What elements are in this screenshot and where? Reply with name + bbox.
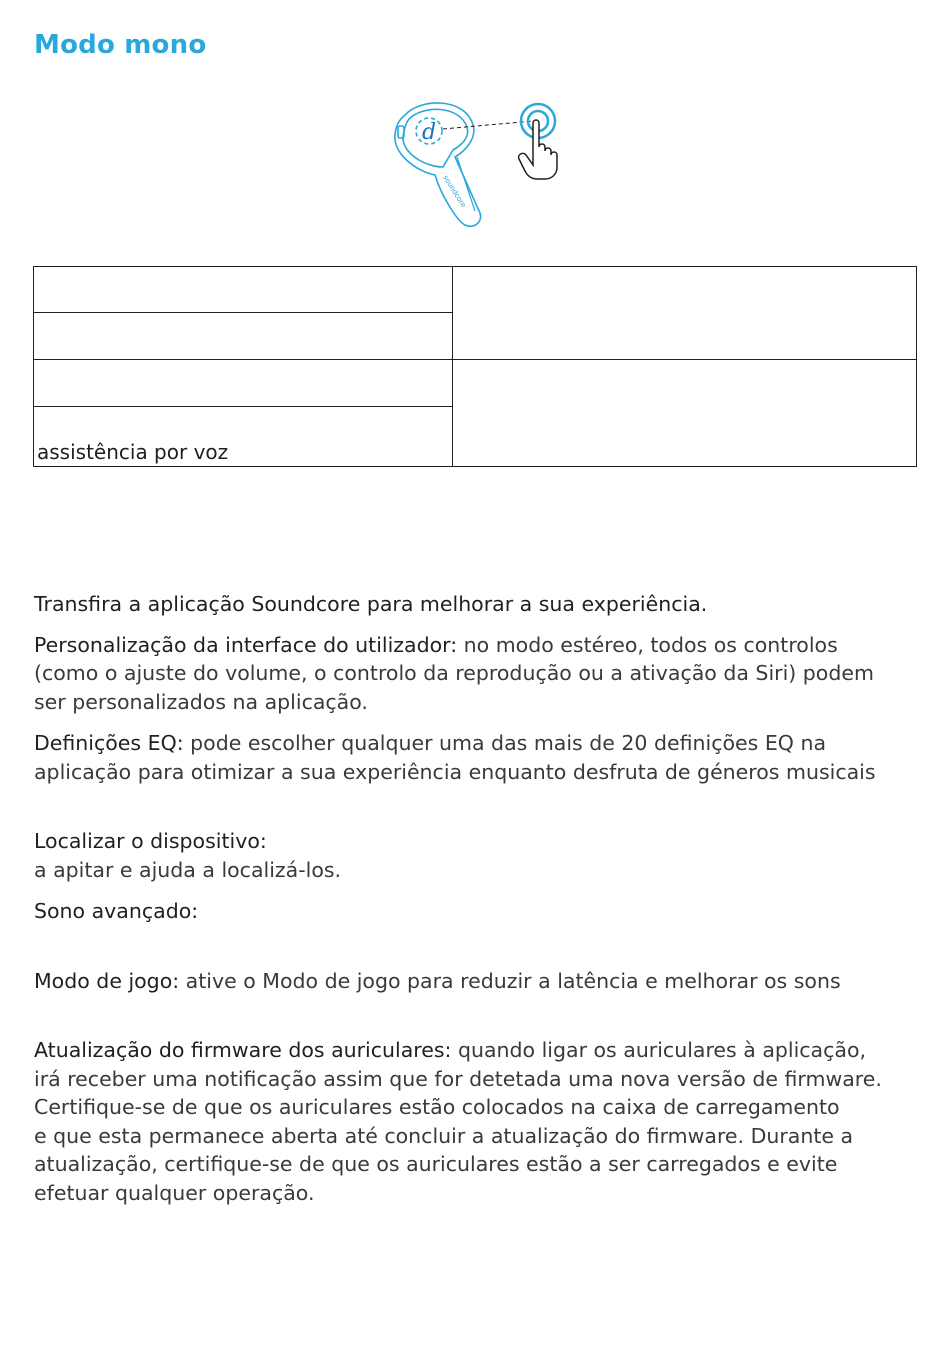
game-mode-paragraph xyxy=(34,967,916,996)
intro-paragraph: Transfira a aplicação Soundcore para melhorar a sua experiência. xyxy=(34,592,708,616)
ui-custom-text: ser personalizados na aplicação. xyxy=(34,689,368,714)
find-device-label: Localizar o dispositivo: xyxy=(34,829,267,853)
controls-table xyxy=(33,266,917,467)
eq-text: pode escolher qualquer uma das mais de 20 definições EQ na xyxy=(183,731,827,755)
firmware-paragraph xyxy=(34,1036,916,1207)
tap-hand-icon xyxy=(519,120,557,179)
table-cell: assistência por voz xyxy=(34,407,453,467)
table-cell xyxy=(34,360,453,407)
sleep-paragraph xyxy=(34,897,916,926)
eq-label: Definições EQ: xyxy=(34,731,184,755)
table-cell xyxy=(34,267,453,313)
firmware-text: efetuar qualquer operação. xyxy=(34,1180,315,1205)
firmware-text: irá receber uma notificação assim que for detetada uma nova versão de firmware. xyxy=(34,1066,882,1091)
app-features-text xyxy=(34,590,916,1207)
find-device-text: a apitar e ajuda a localizá-los. xyxy=(34,857,342,882)
game-mode-text: ative o Modo de jogo para reduzir a latência e melhorar os sons xyxy=(179,968,841,993)
earbud-brand-text: soundcore xyxy=(441,173,468,209)
firmware-text: quando ligar os auriculares à aplicação, xyxy=(451,1038,867,1062)
page-title: Modo mono xyxy=(34,30,207,60)
eq-paragraph xyxy=(34,729,916,786)
table-row xyxy=(34,267,917,313)
soundcore-logo-icon: d xyxy=(421,120,437,145)
tap-earbud-illustration xyxy=(385,95,575,235)
eq-text: aplicação para otimizar a sua experiência enquanto desfruta de géneros musicais xyxy=(34,759,876,784)
ui-custom-text: no modo estéreo, todos os controlos xyxy=(457,632,838,657)
sleep-label: Sono avançado: xyxy=(34,899,199,923)
table-cell xyxy=(34,313,453,360)
firmware-text: Certifique-se de que os auriculares estão colocados na caixa de carregamento xyxy=(34,1095,840,1119)
game-mode-label: Modo de jogo: xyxy=(34,968,180,993)
firmware-text: atualização, certifique-se de que os auriculares estão a ser carregados e evite xyxy=(34,1152,838,1176)
firmware-label: Atualização do firmware dos auriculares: xyxy=(34,1038,452,1062)
connector-line xyxy=(443,121,533,129)
ui-custom-paragraph xyxy=(34,631,916,717)
table-row xyxy=(34,360,917,407)
firmware-text: e que esta permanece aberta até concluir a atualização do firmware. Durante a xyxy=(34,1123,854,1148)
table-cell xyxy=(453,360,917,467)
earbud-icon xyxy=(395,103,481,226)
table-cell xyxy=(453,267,917,360)
find-device-paragraph xyxy=(34,827,916,884)
illustration-svg xyxy=(385,95,575,235)
ui-custom-text: (como o ajuste do volume, o controlo da reprodução ou a ativação da Siri) podem xyxy=(34,661,874,685)
ui-custom-label: Personalização da interface do utilizador: xyxy=(34,632,458,657)
